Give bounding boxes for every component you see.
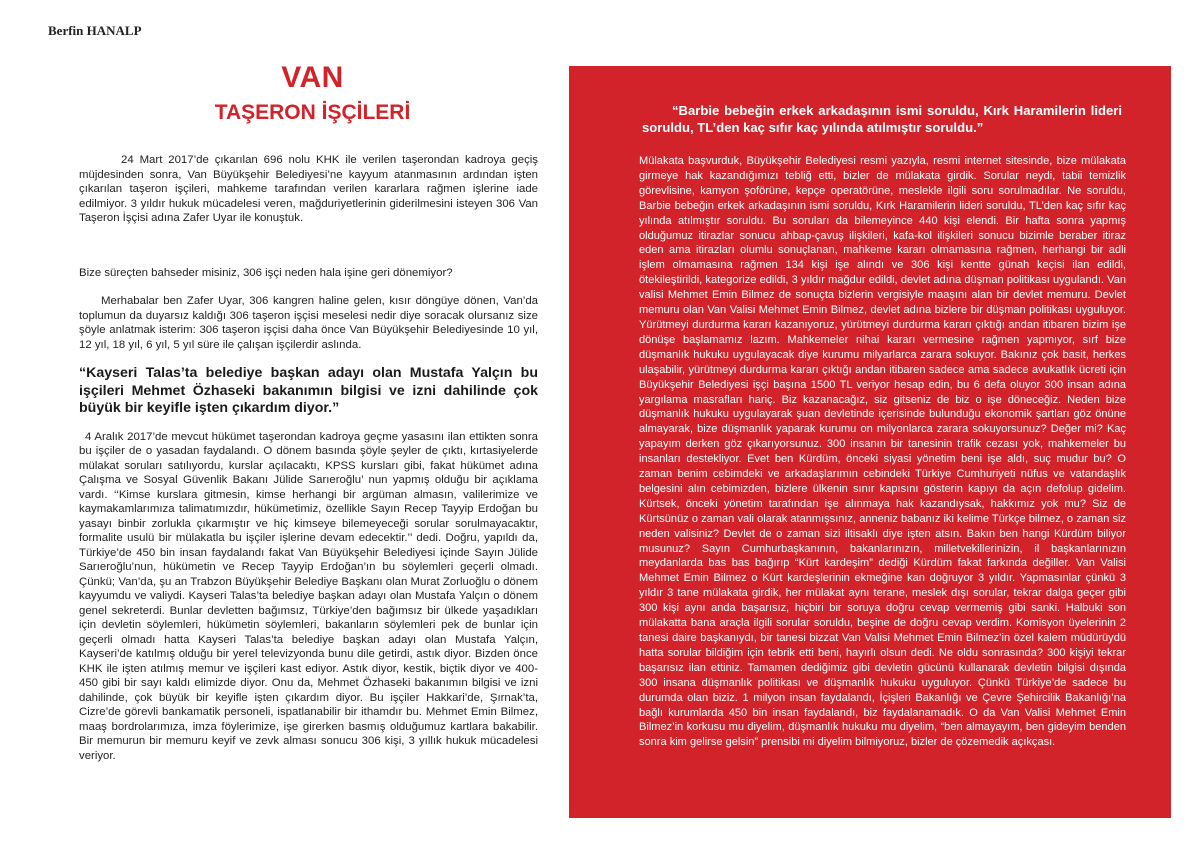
panel-paragraph: Mülakata başvurduk, Büyükşehir Belediyesi resmi yazıyla, resmi internet sitesinde, bize mülakata girmeye hak kazandığımızı tebliğ etti, bizler de mülakata girdik. Sorular neydi, tabii temizlik görevlisine, kamyon şoförüne, kepçe operatörüne, meslekle ilgili soru sorulmadılar. Ne soruldu, Barbie bebeğin erkek arkadaşının ismi soruldu, Kırk Haramilerin lideri soruldu, TL’den kaç sıfır kaç yılında atılmıştır soruldu. Bu soruları da bilemeyince 440 kişi elendi. Bir hafta sonra yapmış olduğumuz itirazlar sonucu ahbap-çavuş ilişkileri, kafa-kol ilişkileri sonucu bizimle beraber itiraz eden ama itirazları olumlu sonuçlanan, mahkeme kararı olmamasına rağmen, herhangi bir adli işlem olmamasına rağmen 134 kişi işe alındı ve 306 kişi kentte günah keçisi ilan edildi, ötekileştirildi, kategorize edildi, 3 yıldır mağdur edildi, devlet adına düşman politikası uygulandı. Van valisi Mehmet Emin Bilmez de sonuçta bizlerin vergisiyle maaşını alan bir devlet memuru. Devlet memuru olan Van Valisi Mehmet Emin Bilmez, devlet adına bizlere bir düşman politikası uyguluyor. Yürütmeyi durdurma kararı kazanıyoruz, yürütmeyi durdurma kararı çıktığı andan itibaren bizim işe dönüşe başlamamız lazım. Mahkemeler nihai kararı vermesine rağmen yapmıyor, sırf bize düşmanlık hukuku uygulayacak diye kurumu milyarlarca zarara sokuyor. Bakınız çok basit, herkes ulaşabilir, yürütmeyi durdurma kararı çıktığı andan itibaren sadece ama sadece avukatlık ücreti için Büyükşehir Belediyesi işçi başına 1500 TL veriyor hesap edin, bu 6 defa oluyor 300 insan adına yargılama masrafları hariç. Biz kazanacağız, siz gitseniz de biz o işe döneceğiz. Neden bize düşmanlık hukuku uygulayarak şuan devletinde içerisinde bulunduğu ekonomik şartları göz önüne almayarak, bize düşmanlık yaparak kurumu on milyonlarca zarara sokuyorsunuz? Değer mi? Kaç yapayım derken göz çıkarıyorsunuz. 300 insanın bir tanesinin trafik cezası yok, mahkemeler bu insanları destekliyor. Evet ben Kürdüm, önceki siyasi yönetim beni işe aldı, suç mudur bu? O zaman benim cebimdeki ve arkadaşlarımın cebindeki Türkiye Cumhuriyeti nüfus ve vatandaşlık belgesini alın cebimizden, bizlere ülkenin sınır kapısını gösterin kapıyı da açın defolup gidelim. Kürtsek, önceki yönetim tarafından işe alınmaya hak kazandıysak, hakkımız yok mu? Siz de Kürtsünüz o zaman vali olarak atanmışsınız, anneniz babanız iki kelime Türkçe bilmez, o zaman siz neden valisiniz? Devlet de o zaman sizi iltisaklı diye işten atsın. Bakın ben hangi Kürdüm biliyor musunuz? Sayın Cumhurbaşkanının, bakanlarınızın, milletvekillerinizin, il başkanlarınızın meydanlarda bas bas bağırıp “Kürt kardeşim” dediği Kürdüm fakat farkında değiller. Van Valisi Mehmet Emin Bilmez o Kürt kardeşlerinin ekmeğine kan doğruyor 3 yıldır. Yapmasınlar çünkü 3 yıldır 3 tane mülakata girdik, her mülakat aynı terane, meslek dışı sorular, tekrar dalga geçer gibi 300 kişi aynı anda başarısız, hiçbiri bir soruya doğru cevap vermemiş gibi sanki. Halbuki son mülakatta bana araçla ilgili sorular soruldu, beşine de doğru cevap verdim. Komisyon üyelerinin 2 tanesi daire başkanıydı, bir tanesi bizzat Van Valisi Mehmet Emin Bilmez’in özel kalem müdürüydü hatta sorular bildiğim için tebrik etti beni, hayırlı olsun dedi. Ne oldu sonrasında? 300 kişiyi tekrar başarısız ilan ettiniz. Tamamen dediğimiz gibi devletin gücünü kullanarak devletin bilgisi dışında 300 insana düşmanlık politikası ve düşmanlık hukuku uyguluyor. Çünkü Türkiye’de sadece bu durumda olan biziz. 1 milyon insan faydalandı, İçişleri Bakanlığı ve Çevre Şehircilik Bakanlığı’na bağlı kurumlarda 450 bin insan faydalandı, biz faydalanamadık. O da Van Valisi Mehmet Emin Bilmez’in korkusu mu diyelim, düşmanlık hukuku mu diyelim, “ben almayayım, ben gideyim benden sonra kim gelirse gelsin” prensibi mi diyelim bilmiyoruz, bizler de çözemedik açıkçası. <box>639 155 1126 749</box>
interview-question: Bize süreçten bahseder misiniz, 306 işçi neden hala işine geri dönemiyor? <box>79 266 453 279</box>
answer-paragraph-1: Merhabalar ben Zafer Uyar, 306 kangren haline gelen, kısır döngüye dönen, Van’da toplumun da duyarsız kaldığı 306 taşeron işçisi meselesi nedir diye soracak olursanız size şöyle anlatmak isterim: 306 taşeron işçisi daha önce Van Büyükşehir Belediyesinde 10 yıl, 12 yıl, 18 yıl, 6 yıl, 5 yıl süre ile çalışan işçilerdir aslında. <box>79 295 538 351</box>
author-name: Berfin HANALP <box>48 23 142 38</box>
answer-paragraph-2: 4 Aralık 2017’de mevcut hükümet taşerondan kadroya geçme yasasını ilan ettikten sonra bu işçiler de o yasadan faydalandı. O dönem basında şöyle şeyler de çıktı, kırtasiyelerde mülakat soruları satılıyordu, kurslar açılacaktı, KPSS kursları gibi, fakat hükümet adına Çalışma ve Sosyal Güvenlik Bakanı Jülide Sarıeroğlu’ nun yapmış olduğu bir açıklama vardı. ‘‘Kimse kurslara gitmesin, kimse herhangi bir argüman almasın, valilerimize ve kaymakamlarımıza talimatımızdır, hükümetimiz, özellikle Sayın Recep Tayyip Erdoğan bu yasayı binbir zorlukla çıkarmıştır ve hiç kimseye bilemeyeceği sorular sorulmayacaktır, formalite usulü bir mülakatla bu işçiler işlerine devam edecektir.’’ dedi. Doğru, yapıldı da, Türkiye’de 450 bin insan faydalandı fakat Van Büyükşehir Belediyesi içinde Sayın Jülide Sarıeroğlu’nun, hükümetin ve Recep Tayyip Erdoğan’ın bu söylemleri geçerli olmadı. Çünkü; Van’da, şu an Trabzon Büyükşehir Belediye Başkanı olan Murat Zorluoğlu o dönem kayyumdu ve valiydi. Kayseri Talas’ta belediye başkan adayı olan Mustafa Yalçın o dönem genel sekreterdi. Bunlar devletten bağımsız, Türkiye’den bağımsız bir ülkede yaşadıkları için devletin söylemleri, hükümetin söylemleri, bakanların söylemleri pek de bunlar için geçerli olmadı hatta Kayseri Talas’ta belediye başkan adayı olan Mustafa Yalçın, Kayseri’de katılmış olduğu bir yerel televizyonda bunu dile getirdi, astık diyor. Bizden önce KHK ile işten atılmış memur ve işçileri kast ediyor. Astık diyor, kestik, biçtik diyor ve 400-450 gibi bir sayı kaldı elimizde diyor. Onu da, Mehmet Özhaseki bakanımın bilgisi ve izni dahilinde, çok büyük bir keyifle işten çıkardım diyor. Bu işçiler Hakkari’de, Şırnak’ta, Cizre’de görevli bankamatik personeli, ispatlanabilir bir ithamdır bu. Mehmet Emin Bilmez, maaş bordrolarımıza, imza föylerimize, işe girerken basmış olduğumuz kartlara bakabilir. Bir memurun bir memuru keyif ve zevk alması sonucu 306 kişi, 3 yıllık hukuk mücadelesi veriyor. <box>79 430 538 762</box>
red-panel <box>569 66 1171 818</box>
panel-pull-quote: “Barbie bebeğin erkek arkadaşının ismi soruldu, Kırk Haramilerin lideri soruldu, TL’den kaç sıfır kaç yılında atılmıştır soruldu.” <box>642 103 1122 135</box>
panel-body-text <box>639 154 1126 750</box>
article-title <box>80 60 545 128</box>
left-column <box>79 153 538 763</box>
title-line-2: TAŞERON İŞÇİLERİ <box>214 101 411 124</box>
title-line-1: VAN <box>281 61 344 94</box>
pull-quote: “Kayseri Talas’ta belediye başkan adayı olan Mustafa Yalçın bu işçileri Mehmet Özhaseki bakanımın bilgisi ve izni dahilinde çok büyük bir keyifle işten çıkardım diyor.” <box>79 365 538 416</box>
intro-paragraph: 24 Mart 2017’de çıkarılan 696 nolu KHK ile verilen taşerondan kadroya geçiş müjdesinden sonra, Van Büyükşehir Belediyesi’ne kayyum atanmasının ardından işten çıkarılan taşeron işçileri, mahkeme tarafından verilen kararlara rağmen işlerine iade edilmiyor. 3 yıldır hukuk mücadelesi veren, mağduriyetlerinin giderilmesini isteyen 306 Van Taşeron İşçisi adına Zafer Uyar ile konuştuk. <box>79 154 538 224</box>
